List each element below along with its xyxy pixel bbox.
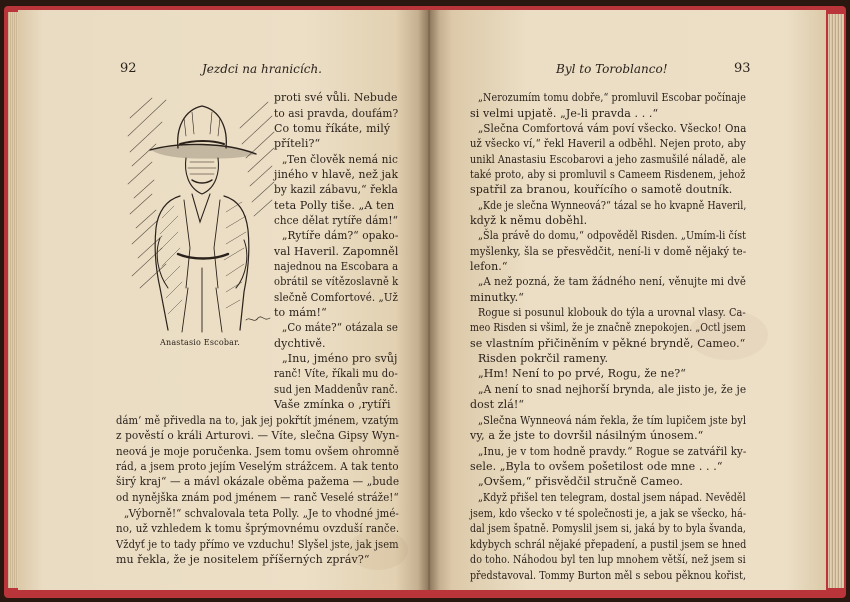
left-page-number: 92 xyxy=(120,61,137,76)
text-line: „Hm! Není to po prvé, Rogu, že ne?“ xyxy=(478,367,687,380)
text-line: ranč! Víte, říkali mu do- xyxy=(274,367,398,380)
text-line: „Výborně!“ schvalovala teta Polly. „Je to vhodné jmé- xyxy=(124,507,399,520)
paper-stain xyxy=(348,530,408,570)
text-line: kdybych schrál nějaké přepadení, a pustil jsem se hned xyxy=(470,538,747,551)
cowboy-illustration xyxy=(122,88,278,334)
text-line: teta Polly tiše. „A ten xyxy=(274,199,395,212)
text-line: meo Risden si všiml, že je značně znepokojen. „Octl jsem xyxy=(470,321,746,334)
text-line: neová je moje poručenka. Jsem tomu ovšem ohromně xyxy=(116,445,400,458)
right-page-number: 93 xyxy=(734,61,751,76)
text-line: val Haveril. Zapomněl xyxy=(274,245,399,258)
text-line: Rogue si posunul klobouk do týla a urovnal vlasy. Ca- xyxy=(478,306,746,319)
text-line: se vlastním přičiněním v pěkné bryndě, Cameo.“ xyxy=(470,337,746,350)
text-line: by kazil zábavu,“ řekla xyxy=(274,183,398,196)
text-line: Vaše zmínka o ‚rytíři xyxy=(274,398,391,411)
left-page xyxy=(18,10,428,590)
text-line: „Inu, je v tom hodně pravdy.“ Rogue se zatvářil ky- xyxy=(478,445,747,458)
text-line: dám‘ mě přivedla na to, jak jej pokřtít jménem, vzatým xyxy=(116,414,399,427)
text-line: představoval. Tommy Burton měl s sebou pěknou kořist, xyxy=(470,569,747,582)
text-line: od nynějška znám pod jménem — ranč Veselé stráže!“ xyxy=(116,491,399,504)
text-line: slečně Comfortové. „Už xyxy=(274,291,399,304)
text-line: dychtivě. xyxy=(274,337,326,350)
text-line: „A není to snad nejhorší brynda, ale jisto je, že je xyxy=(478,383,747,396)
left-running-title: Jezdci na hranicích. xyxy=(202,62,322,76)
text-line: obrátil se vítězoslavně k xyxy=(274,275,399,288)
text-line: myšlenky, šla se přesvědčit, není-li v domě nějaký te- xyxy=(470,245,747,258)
text-line: dal jsem špatně. Pomyslil jsem si, jaká by to byla švanda, xyxy=(470,522,746,535)
text-line: rád, a jsem proto jejím Veselým strážcem. A tak tento xyxy=(116,460,399,473)
text-line: „Ovšem,“ přisvědčil stručně Cameo. xyxy=(478,475,683,488)
text-line: no, už vzhledem k tomu šprýmovnému ovzduší ranče. xyxy=(116,522,400,535)
text-line: Vždyť je to tady přímo ve vzduchu! Slyšel jste, jak jsem xyxy=(116,538,399,551)
text-line: Co tomu říkáte, milý xyxy=(274,122,391,135)
text-line: „Ten člověk nemá nic xyxy=(282,153,398,166)
text-line: vy, a že jste to dovršil násilným únosem.“ xyxy=(470,429,704,442)
text-line: to mám!“ xyxy=(274,306,327,319)
text-line: „Inu, jméno pro svůj xyxy=(282,352,398,365)
text-line: „Co máte?“ otázala se xyxy=(282,321,398,334)
text-line: už všecko ví,“ řekl Haveril a odběhl. Nejen proto, aby xyxy=(470,137,746,150)
text-line: jsem, kdo všecko v té společnosti je, a jak se všecko, há- xyxy=(470,507,747,520)
text-line: „A než pozná, že tam žádného není, věnujte mi dvě xyxy=(478,275,746,288)
book-gutter xyxy=(418,10,440,590)
text-line: sele. „Byla to ovšem pošetilost ode mne . . .“ xyxy=(470,460,723,473)
text-line: do toho. Náhodou byl ten lup mnohem větší, než jsem si xyxy=(470,553,746,566)
text-line: také proto, aby si promluvil s Cameem Risdenem, jehož xyxy=(470,168,746,181)
text-line: najednou na Escobara a xyxy=(274,260,399,273)
text-line: z pověstí o králi Arturovi. — Víte, slečna Gipsy Wyn- xyxy=(116,429,400,442)
text-line: když k němu doběhl. xyxy=(470,214,588,227)
text-line: „Slečna Comfortová vám poví všecko. Všecko! Ona xyxy=(478,122,747,135)
text-line: proti své vůli. Nebude xyxy=(274,91,398,104)
text-line: sud jen Maddenův ranč. xyxy=(274,383,398,396)
text-line: minutky.“ xyxy=(470,291,524,304)
text-line: jiného v hlavě, než jak xyxy=(274,168,399,181)
text-line: širý kraj“ — a mávl okázale oběma pažema — „bude xyxy=(116,475,400,488)
text-line: „Kde je slečna Wynneová?“ tázal se ho kvapně Haveril, xyxy=(478,199,747,212)
text-line: spatřil za branou, kouřícího o samotě doutník. xyxy=(470,183,733,196)
text-line: „Nerozumím tomu dobře,“ promluvil Escobar počínaje xyxy=(478,91,746,104)
paper-stain xyxy=(688,310,768,360)
text-line: to asi pravda, doufám? xyxy=(274,107,399,120)
text-line: mu řekla, že je nositelem příšerných zpráv?“ xyxy=(116,553,370,566)
text-line: si velmi upjatě. „Je-li pravda . . .“ xyxy=(470,107,659,120)
right-running-title: Byl to Toroblanco! xyxy=(556,62,668,76)
page-edges-right xyxy=(828,14,844,588)
text-line: dost zlá!“ xyxy=(470,398,525,411)
text-line: „Slečna Wynneová nám řekla, že tím lupičem jste byl xyxy=(478,414,747,427)
text-line: příteli?“ xyxy=(274,137,321,150)
text-line: chce dělat rytíře dám!“ xyxy=(274,214,398,227)
right-page xyxy=(428,10,826,590)
text-line: „Když přišel ten telegram, dostal jsem nápad. Nevěděl xyxy=(478,491,746,504)
text-line: „Rytíře dám?“ opako- xyxy=(282,229,399,242)
text-line: Risden pokrčil rameny. xyxy=(478,352,609,365)
text-line: „Šla právě do domu,“ odpověděl Risden. „Umím-li číst xyxy=(478,229,747,242)
illustration-caption: Anastasio Escobar. xyxy=(160,338,241,347)
text-line: unikl Anastasiu Escobarovi a jeho zasmušilé náladě, ale xyxy=(470,153,747,166)
text-line: lefon.“ xyxy=(470,260,508,273)
